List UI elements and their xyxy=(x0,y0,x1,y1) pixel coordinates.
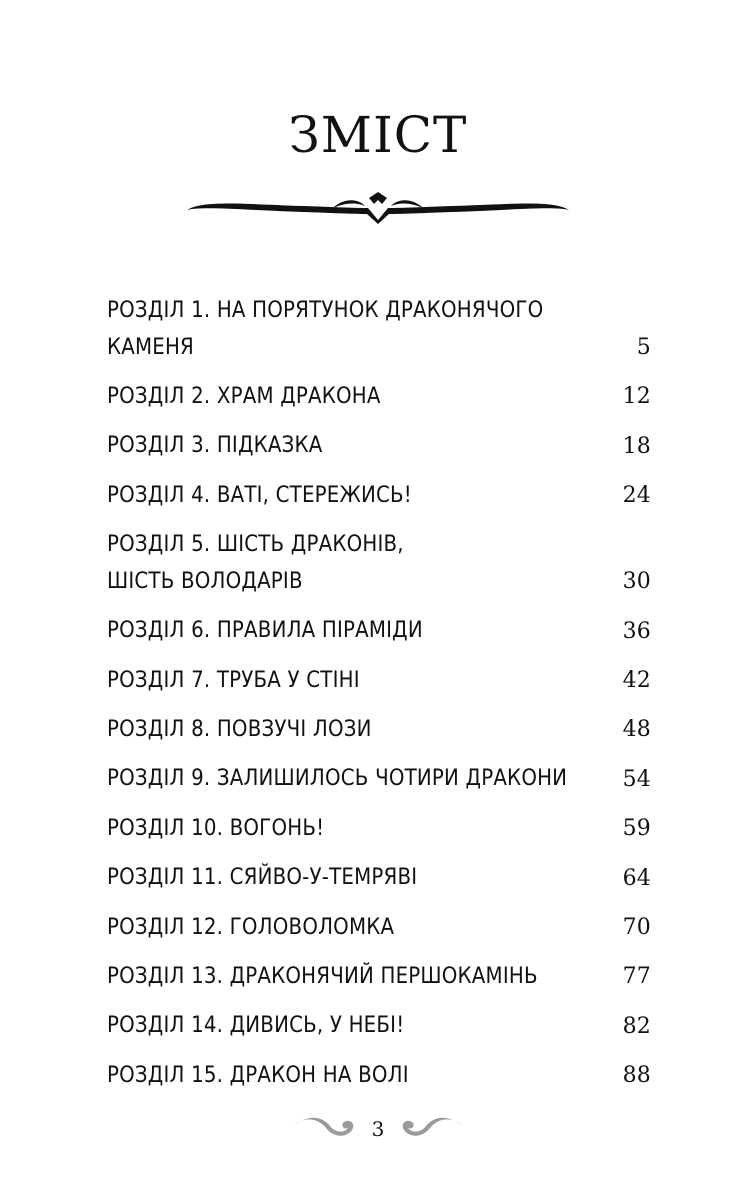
toc-entry-title xyxy=(107,1057,409,1094)
toc-entry xyxy=(107,760,651,809)
toc-entry xyxy=(107,958,651,1007)
toc-entry-page: 64 xyxy=(622,865,651,891)
toc-entry-title xyxy=(107,378,381,415)
toc-entry-title-line: РОЗДІЛ 8. ПОВЗУЧІ ЛОЗИ xyxy=(107,716,372,742)
toc-entry xyxy=(107,477,651,526)
toc-entry-title xyxy=(107,909,394,946)
toc-entry-page: 70 xyxy=(622,914,651,940)
toc-entry-title-line: РОЗДІЛ 14. ДИВИСЬ, У НЕБІ! xyxy=(107,1013,405,1039)
toc-entry-title xyxy=(107,612,423,649)
toc-entry xyxy=(107,378,651,427)
toc-entry-title-line: РОЗДІЛ 7. ТРУБА У СТІНІ xyxy=(107,667,360,693)
toc-entry-title-line: РОЗДІЛ 12. ГОЛОВОЛОМКА xyxy=(107,914,395,940)
toc-entry-page: 88 xyxy=(622,1063,651,1089)
page-title: ЗМІСТ xyxy=(288,106,468,164)
toc-entry xyxy=(107,526,651,612)
toc-entry-page: 77 xyxy=(622,964,651,990)
toc-entry-title-line: РОЗДІЛ 10. ВОГОНЬ! xyxy=(107,815,325,841)
toc-entry-title-line: РОЗДІЛ 9. ЗАЛИШИЛОСЬ ЧОТИРИ ДРАКОНИ xyxy=(107,766,568,792)
toc-entry-page: 24 xyxy=(622,483,651,509)
toc-entry-page: 59 xyxy=(622,816,651,842)
toc-entry xyxy=(107,662,651,711)
table-of-contents xyxy=(107,292,651,1106)
toc-entry-title xyxy=(107,1007,404,1044)
toc-entry-title xyxy=(107,711,372,748)
toc-entry xyxy=(107,909,651,958)
toc-entry-title-line: РОЗДІЛ 2. ХРАМ ДРАКОНА xyxy=(107,384,381,409)
toc-entry-page: 48 xyxy=(622,717,651,743)
toc-entry-page: 54 xyxy=(622,766,651,792)
ornament-divider-icon xyxy=(183,190,573,226)
toc-entry-title-line: РОЗДІЛ 1. НА ПОРЯТУНОК ДРАКОНЯЧОГО xyxy=(107,298,544,323)
toc-entry xyxy=(107,427,651,476)
toc-entry xyxy=(107,292,651,378)
toc-entry-title-line: РОЗДІЛ 4. ВАТІ, СТЕРЕЖИСЬ! xyxy=(107,482,412,508)
toc-entry-title xyxy=(107,760,567,797)
toc-entry-title-line: КАМЕНЯ xyxy=(107,335,195,360)
toc-entry-page: 18 xyxy=(622,433,651,459)
toc-entry-title-line: РОЗДІЛ 6. ПРАВИЛА ПІРАМІДИ xyxy=(107,618,423,644)
toc-entry-page: 5 xyxy=(636,335,651,360)
toc-entry-title xyxy=(107,292,543,366)
toc-entry xyxy=(107,1007,651,1056)
toc-entry-page: 36 xyxy=(622,618,651,644)
toc-entry-page: 12 xyxy=(622,384,651,410)
toc-entry xyxy=(107,1057,651,1106)
toc-entry-page: 82 xyxy=(622,1013,651,1039)
toc-entry-title xyxy=(107,477,412,514)
toc-entry-title-line: РОЗДІЛ 13. ДРАКОНЯЧИЙ ПЕРШОКАМІНЬ xyxy=(107,963,538,989)
toc-entry-title xyxy=(107,859,417,896)
toc-entry-title-line: РОЗДІЛ 15. ДРАКОН НА ВОЛІ xyxy=(107,1062,409,1088)
toc-entry-title xyxy=(107,958,538,995)
toc-entry-title-line: РОЗДІЛ 5. ШІСТЬ ДРАКОНІВ, xyxy=(107,532,404,558)
toc-entry-title xyxy=(107,662,360,699)
toc-entry-page: 30 xyxy=(622,569,651,595)
toc-entry-title-line: РОЗДІЛ 11. СЯЙВО-У-ТЕМРЯВІ xyxy=(107,865,418,891)
page-number: 3 xyxy=(371,1117,385,1141)
toc-entry-title xyxy=(107,810,324,847)
toc-entry-title-line: ШІСТЬ ВОЛОДАРІВ xyxy=(107,569,303,595)
toc-entry xyxy=(107,612,651,661)
toc-entry xyxy=(107,711,651,760)
toc-entry-page: 42 xyxy=(622,667,651,693)
toc-entry xyxy=(107,810,651,859)
toc-entry-title xyxy=(107,427,322,464)
toc-entry-title-line: РОЗДІЛ 3. ПІДКАЗКА xyxy=(107,433,323,459)
toc-entry-title xyxy=(107,526,404,600)
toc-entry xyxy=(107,859,651,908)
